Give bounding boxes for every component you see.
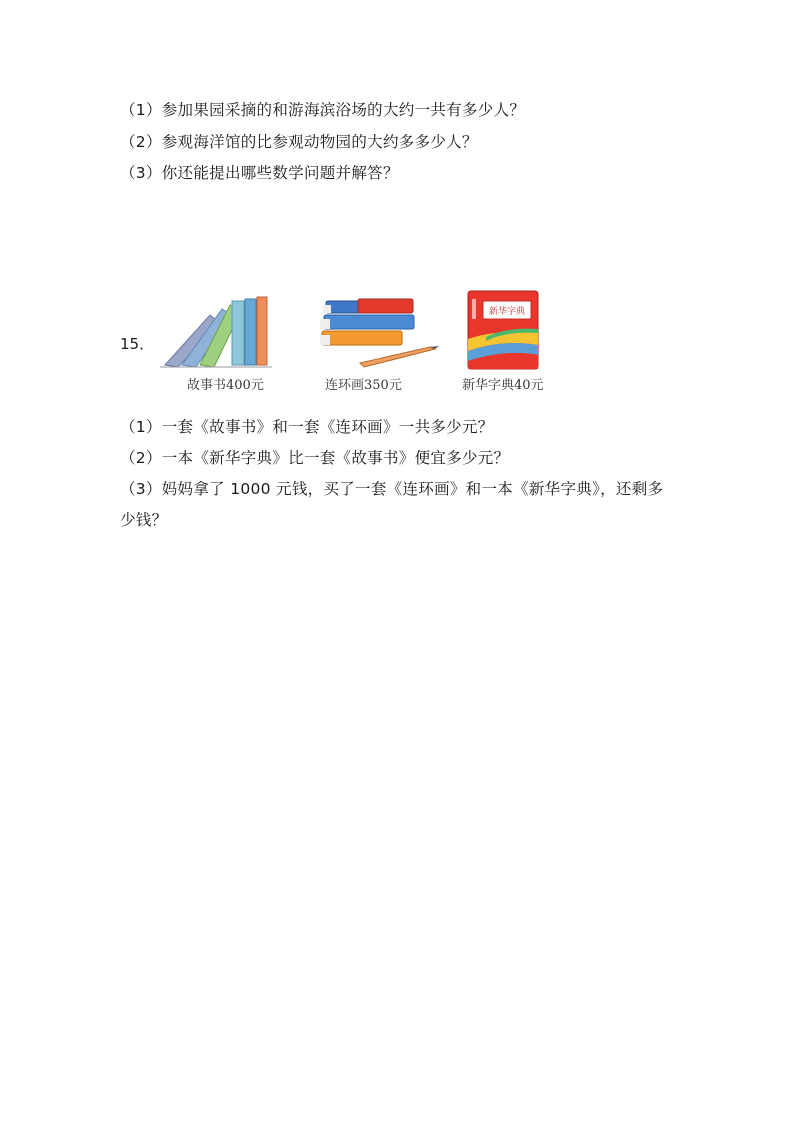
dictionary-icon — [466, 289, 542, 371]
comic-books-icon — [318, 297, 443, 369]
storybooks-icon — [160, 295, 275, 370]
question-15-3-line2: 少钱？ — [120, 511, 168, 529]
question-15-3-line1: （3）妈妈拿了 1000 元钱，买了一套《连环画》和一本《新华字典》，还剩多 — [120, 480, 664, 498]
question-15-1: （1）一套《故事书》和一套《连环画》一共多少元？ — [120, 418, 494, 436]
storybooks-caption: 故事书400元 — [187, 378, 264, 393]
comic-books-caption: 连环画350元 — [325, 378, 402, 393]
problem-number: 15． — [120, 335, 155, 353]
question-15-2: （2）一本《新华字典》比一套《故事书》便宜多少元？ — [120, 449, 510, 467]
dictionary-caption: 新华字典40元 — [462, 378, 544, 393]
question-1-1: （1）参加果园采摘的和游海滨浴场的大约一共有多少人？ — [120, 101, 526, 119]
dictionary-cover-title: 新华字典 — [488, 307, 526, 317]
question-1-2: （2）参观海洋馆的比参观动物园的大约多多少人？ — [120, 133, 478, 151]
question-1-3: （3）你还能提出哪些数学问题并解答？ — [120, 164, 399, 182]
